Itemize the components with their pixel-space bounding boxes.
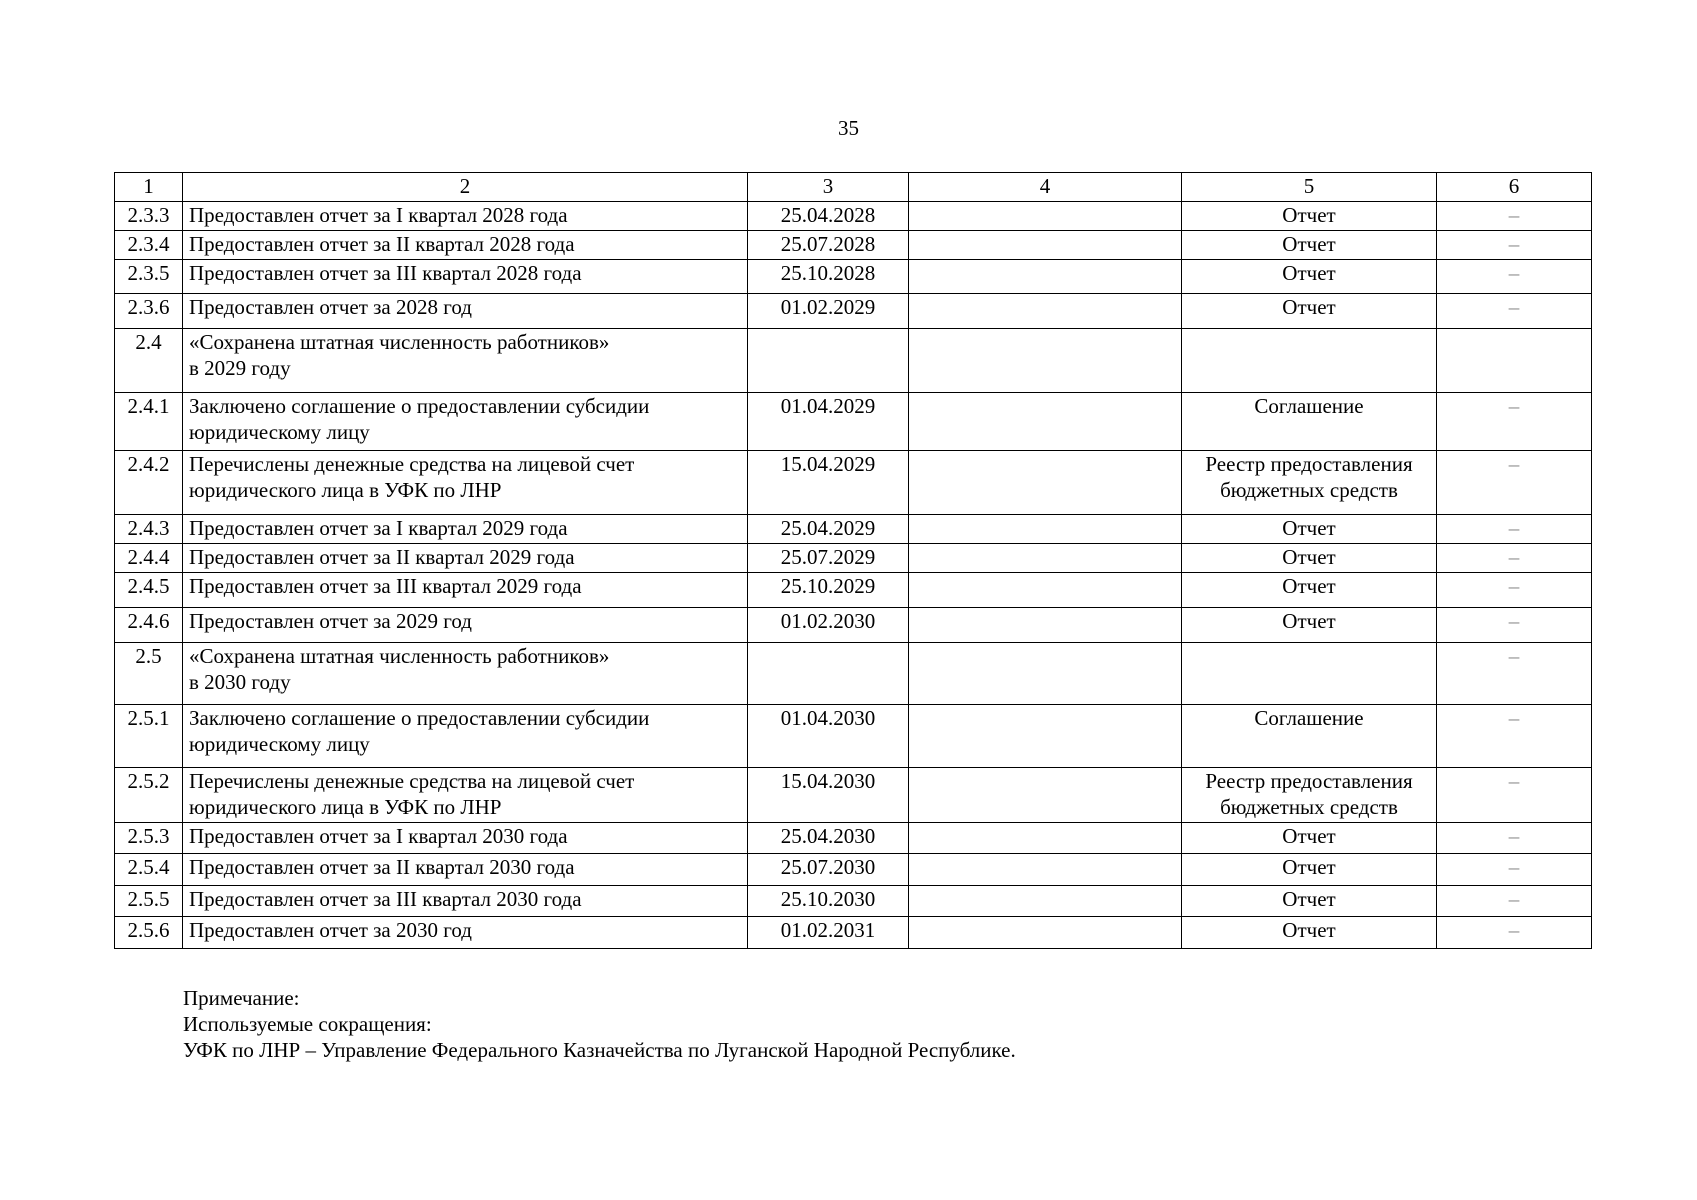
notes-abbreviation: УФК по ЛНР – Управление Федерального Казначейства по Луганской Народной Республике. xyxy=(183,1038,1016,1062)
table-row xyxy=(115,643,1592,705)
table-row xyxy=(115,544,1592,573)
document-line: Отчет xyxy=(1282,855,1336,879)
row-date-cell: 15.04.2029 xyxy=(748,451,909,515)
row-description-cell xyxy=(183,823,748,854)
table-row xyxy=(115,917,1592,949)
row-number-cell: 2.5 xyxy=(115,643,183,705)
document-line: Отчет xyxy=(1282,545,1336,569)
description-line: Предоставлен отчет за III квартал 2028 года xyxy=(189,261,582,285)
row-date-cell: 25.07.2028 xyxy=(748,231,909,260)
description-line: Предоставлен отчет за III квартал 2030 года xyxy=(189,887,582,911)
row-info-system-cell: – xyxy=(1437,393,1592,451)
document-line: Отчет xyxy=(1282,918,1336,942)
document-line: бюджетных средств xyxy=(1220,795,1398,819)
document-line: Соглашение xyxy=(1254,394,1364,418)
row-description-cell xyxy=(183,294,748,329)
row-date-cell: 25.07.2030 xyxy=(748,854,909,886)
row-document-cell xyxy=(1182,231,1437,260)
notes-subtitle: Используемые сокращения: xyxy=(183,1012,432,1036)
table-row xyxy=(115,515,1592,544)
row-document-cell xyxy=(1182,705,1437,768)
row-responsible-cell xyxy=(909,329,1182,393)
row-description-cell xyxy=(183,917,748,949)
description-line: Заключено соглашение о предоставлении субсидии xyxy=(189,394,650,418)
row-number-cell: 2.4.4 xyxy=(115,544,183,573)
row-info-system-cell: – xyxy=(1437,260,1592,294)
row-description-cell xyxy=(183,260,748,294)
schedule-table xyxy=(114,172,1592,949)
row-document-cell xyxy=(1182,917,1437,949)
row-number-cell: 2.5.6 xyxy=(115,917,183,949)
row-number-cell: 2.4.3 xyxy=(115,515,183,544)
description-line: в 2030 году xyxy=(189,670,291,694)
row-document-cell xyxy=(1182,393,1437,451)
row-document-cell xyxy=(1182,768,1437,823)
document-line: Отчет xyxy=(1282,824,1336,848)
row-date-cell: 01.04.2029 xyxy=(748,393,909,451)
row-info-system-cell: – xyxy=(1437,608,1592,643)
row-number-cell: 2.5.2 xyxy=(115,768,183,823)
row-info-system-cell: – xyxy=(1437,768,1592,823)
row-responsible-cell xyxy=(909,202,1182,231)
table-row xyxy=(115,705,1592,768)
document-line: Соглашение xyxy=(1254,706,1364,730)
row-description-cell xyxy=(183,573,748,608)
row-responsible-cell xyxy=(909,608,1182,643)
row-number-cell: 2.3.5 xyxy=(115,260,183,294)
description-line: Предоставлен отчет за I квартал 2030 года xyxy=(189,824,568,848)
row-date-cell xyxy=(748,329,909,393)
row-number-cell: 2.4.2 xyxy=(115,451,183,515)
description-line: в 2029 году xyxy=(189,356,291,380)
row-info-system-cell xyxy=(1437,329,1592,393)
row-responsible-cell xyxy=(909,886,1182,917)
row-responsible-cell xyxy=(909,515,1182,544)
document-line: Отчет xyxy=(1282,516,1336,540)
row-date-cell: 25.10.2028 xyxy=(748,260,909,294)
document-line: Реестр предоставления xyxy=(1205,452,1413,476)
row-description-cell xyxy=(183,854,748,886)
description-line: Предоставлен отчет за 2030 год xyxy=(189,918,472,942)
document-line: Отчет xyxy=(1282,295,1336,319)
row-responsible-cell xyxy=(909,768,1182,823)
description-line: Предоставлен отчет за II квартал 2029 года xyxy=(189,545,575,569)
table-row xyxy=(115,608,1592,643)
description-line: Предоставлен отчет за II квартал 2028 года xyxy=(189,232,575,256)
notes-title: Примечание: xyxy=(183,986,300,1010)
row-info-system-cell: – xyxy=(1437,643,1592,705)
row-info-system-cell: – xyxy=(1437,515,1592,544)
row-date-cell: 01.02.2030 xyxy=(748,608,909,643)
row-description-cell xyxy=(183,231,748,260)
row-info-system-cell: – xyxy=(1437,544,1592,573)
table-row xyxy=(115,260,1592,294)
table-row xyxy=(115,886,1592,917)
description-line: Перечислены денежные средства на лицевой счет xyxy=(189,769,635,793)
row-document-cell xyxy=(1182,329,1437,393)
row-number-cell: 2.4 xyxy=(115,329,183,393)
row-responsible-cell xyxy=(909,573,1182,608)
row-document-cell xyxy=(1182,573,1437,608)
table-row xyxy=(115,329,1592,393)
row-number-cell: 2.3.4 xyxy=(115,231,183,260)
row-number-cell: 2.5.3 xyxy=(115,823,183,854)
row-date-cell: 25.04.2030 xyxy=(748,823,909,854)
row-info-system-cell: – xyxy=(1437,451,1592,515)
row-date-cell xyxy=(748,643,909,705)
row-date-cell: 25.10.2029 xyxy=(748,573,909,608)
row-description-cell xyxy=(183,705,748,768)
row-number-cell: 2.3.6 xyxy=(115,294,183,329)
row-info-system-cell: – xyxy=(1437,231,1592,260)
description-line: «Сохранена штатная численность работников» xyxy=(189,644,610,668)
description-line: Предоставлен отчет за II квартал 2030 года xyxy=(189,855,575,879)
table-row xyxy=(115,393,1592,451)
table-row xyxy=(115,451,1592,515)
document-line: Реестр предоставления xyxy=(1205,769,1413,793)
row-document-cell xyxy=(1182,294,1437,329)
row-document-cell xyxy=(1182,260,1437,294)
row-document-cell xyxy=(1182,854,1437,886)
table-row xyxy=(115,231,1592,260)
row-description-cell xyxy=(183,329,748,393)
document-line: Отчет xyxy=(1282,609,1336,633)
row-responsible-cell xyxy=(909,260,1182,294)
row-info-system-cell: – xyxy=(1437,573,1592,608)
row-description-cell xyxy=(183,451,748,515)
row-date-cell: 25.04.2028 xyxy=(748,202,909,231)
row-description-cell xyxy=(183,768,748,823)
row-responsible-cell xyxy=(909,393,1182,451)
document-line: Отчет xyxy=(1282,261,1336,285)
row-date-cell: 15.04.2030 xyxy=(748,768,909,823)
row-description-cell xyxy=(183,544,748,573)
row-document-cell xyxy=(1182,608,1437,643)
row-document-cell xyxy=(1182,544,1437,573)
row-description-cell xyxy=(183,515,748,544)
description-line: «Сохранена штатная численность работников» xyxy=(189,330,610,354)
row-date-cell: 25.10.2030 xyxy=(748,886,909,917)
row-responsible-cell xyxy=(909,705,1182,768)
header-cell-1: 1 xyxy=(115,173,183,202)
row-number-cell: 2.4.5 xyxy=(115,573,183,608)
description-line: юридического лица в УФК по ЛНР xyxy=(189,795,502,819)
description-line: юридическому лицу xyxy=(189,420,370,444)
description-line: Перечислены денежные средства на лицевой счет xyxy=(189,452,635,476)
row-number-cell: 2.5.5 xyxy=(115,886,183,917)
document-line: Отчет xyxy=(1282,574,1336,598)
document-line: бюджетных средств xyxy=(1220,478,1398,502)
document-line: Отчет xyxy=(1282,203,1336,227)
description-line: юридического лица в УФК по ЛНР xyxy=(189,478,502,502)
row-responsible-cell xyxy=(909,643,1182,705)
row-info-system-cell: – xyxy=(1437,705,1592,768)
row-document-cell xyxy=(1182,515,1437,544)
row-info-system-cell: – xyxy=(1437,294,1592,329)
header-cell-3: 3 xyxy=(748,173,909,202)
row-document-cell xyxy=(1182,202,1437,231)
table-row xyxy=(115,823,1592,854)
row-responsible-cell xyxy=(909,823,1182,854)
row-document-cell xyxy=(1182,886,1437,917)
row-date-cell: 25.04.2029 xyxy=(748,515,909,544)
row-info-system-cell: – xyxy=(1437,202,1592,231)
row-info-system-cell: – xyxy=(1437,917,1592,949)
row-document-cell xyxy=(1182,823,1437,854)
table-row xyxy=(115,294,1592,329)
row-responsible-cell xyxy=(909,544,1182,573)
row-description-cell xyxy=(183,202,748,231)
row-date-cell: 25.07.2029 xyxy=(748,544,909,573)
table-header-row xyxy=(115,173,1592,202)
header-cell-2: 2 xyxy=(183,173,748,202)
row-info-system-cell: – xyxy=(1437,886,1592,917)
table-row xyxy=(115,202,1592,231)
document-line: Отчет xyxy=(1282,887,1336,911)
notes-block xyxy=(183,985,1016,1063)
header-cell-5: 5 xyxy=(1182,173,1437,202)
row-description-cell xyxy=(183,886,748,917)
table-row xyxy=(115,854,1592,886)
row-number-cell: 2.5.4 xyxy=(115,854,183,886)
row-document-cell xyxy=(1182,643,1437,705)
row-document-cell xyxy=(1182,451,1437,515)
row-date-cell: 01.04.2030 xyxy=(748,705,909,768)
table-row xyxy=(115,768,1592,823)
document-line: Отчет xyxy=(1282,232,1336,256)
row-number-cell: 2.4.6 xyxy=(115,608,183,643)
row-number-cell: 2.5.1 xyxy=(115,705,183,768)
description-line: Предоставлен отчет за 2028 год xyxy=(189,295,472,319)
description-line: Предоставлен отчет за I квартал 2028 года xyxy=(189,203,568,227)
row-responsible-cell xyxy=(909,231,1182,260)
row-number-cell: 2.4.1 xyxy=(115,393,183,451)
header-cell-6: 6 xyxy=(1437,173,1592,202)
row-info-system-cell: – xyxy=(1437,854,1592,886)
row-responsible-cell xyxy=(909,451,1182,515)
description-line: юридическому лицу xyxy=(189,732,370,756)
row-info-system-cell: – xyxy=(1437,823,1592,854)
description-line: Предоставлен отчет за 2029 год xyxy=(189,609,472,633)
row-number-cell: 2.3.3 xyxy=(115,202,183,231)
row-description-cell xyxy=(183,608,748,643)
header-cell-4: 4 xyxy=(909,173,1182,202)
row-responsible-cell xyxy=(909,294,1182,329)
row-description-cell xyxy=(183,393,748,451)
table-row xyxy=(115,573,1592,608)
description-line: Предоставлен отчет за III квартал 2029 года xyxy=(189,574,582,598)
row-responsible-cell xyxy=(909,854,1182,886)
page-number: 35 xyxy=(838,116,859,140)
row-responsible-cell xyxy=(909,917,1182,949)
row-date-cell: 01.02.2029 xyxy=(748,294,909,329)
description-line: Заключено соглашение о предоставлении субсидии xyxy=(189,706,650,730)
row-description-cell xyxy=(183,643,748,705)
description-line: Предоставлен отчет за I квартал 2029 года xyxy=(189,516,568,540)
row-date-cell: 01.02.2031 xyxy=(748,917,909,949)
